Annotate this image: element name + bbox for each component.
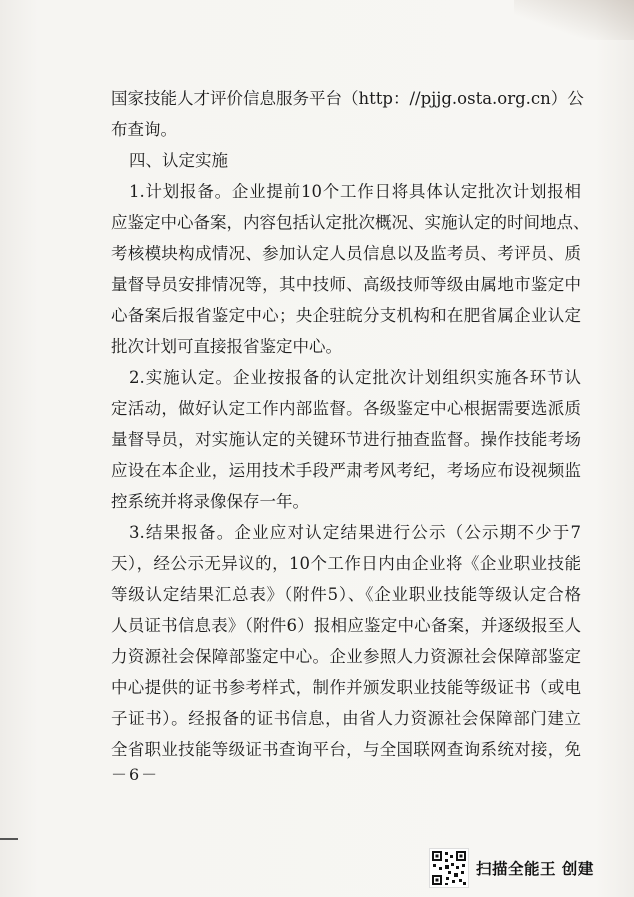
text-line: 天），经公示无异议的，10个工作日内由企业将《企业职业技能 <box>111 554 581 573</box>
scanner-watermark <box>430 848 594 888</box>
text-line: 国家技能人才评价信息服务平台（http：//pjjg.osta.org.cn）公 <box>111 89 584 108</box>
text-line: 批次计划可直接报省鉴定中心。 <box>111 337 342 356</box>
scan-shadow <box>514 0 634 40</box>
scanner-brand-text: 扫描全能王 创建 <box>476 860 594 878</box>
text-line: 中心提供的证书参考样式，制作并颁发职业技能等级证书（或电 <box>111 678 581 697</box>
text-line: 2.实施认定。企业按报备的认定批次计划组织实施各环节认 <box>129 368 581 387</box>
section-heading: 四、认定实施 <box>129 151 228 170</box>
margin-mark <box>0 838 18 840</box>
text-line: 人员证书信息表》（附件6）报相应鉴定中心备案，并逐级报至人 <box>111 616 581 635</box>
text-line: 定活动，做好认定工作内部监督。各级鉴定中心根据需要选派质 <box>111 399 581 418</box>
text-line: 1.计划报备。企业提前10个工作日将具体认定批次计划报相 <box>129 182 581 201</box>
text-line: 量督导员安排情况等，其中技师、高级技师等级由属地市鉴定中 <box>111 275 581 294</box>
text-line: 应鉴定中心备案，内容包括认定批次概况、实施认定的时间地点、 <box>111 213 590 232</box>
text-line: 子证书）。经报备的证书信息，由省人力资源社会保障部门建立 <box>111 709 581 728</box>
text-line: 3.结果报备。企业应对认定结果进行公示（公示期不少于7 <box>129 523 581 542</box>
text-line: 考核模块构成情况、参加认定人员信息以及监考员、考评员、质 <box>111 244 581 263</box>
text-line: 控系统并将录像保存一年。 <box>111 492 309 511</box>
text-line: 布查询。 <box>111 120 177 139</box>
text-line: 应设在本企业，运用技术手段严肃考风考纪，考场应布设视频监 <box>111 461 581 480</box>
text-line: 力资源社会保障部鉴定中心。企业参照人力资源社会保障部鉴定 <box>111 647 581 666</box>
page-number: －6－ <box>111 765 160 784</box>
text-line: 心备案后报省鉴定中心；央企驻皖分支机构和在肥省属企业认定 <box>111 306 581 325</box>
qr-code-icon <box>430 849 468 887</box>
text-line: 等级认定结果汇总表》（附件5）、《企业职业技能等级认定合格 <box>111 585 581 604</box>
text-line: 全省职业技能等级证书查询平台，与全国联网查询系统对接，免 <box>111 740 581 759</box>
text-line: 量督导员，对实施认定的关键环节进行抽查监督。操作技能考场 <box>111 430 581 449</box>
